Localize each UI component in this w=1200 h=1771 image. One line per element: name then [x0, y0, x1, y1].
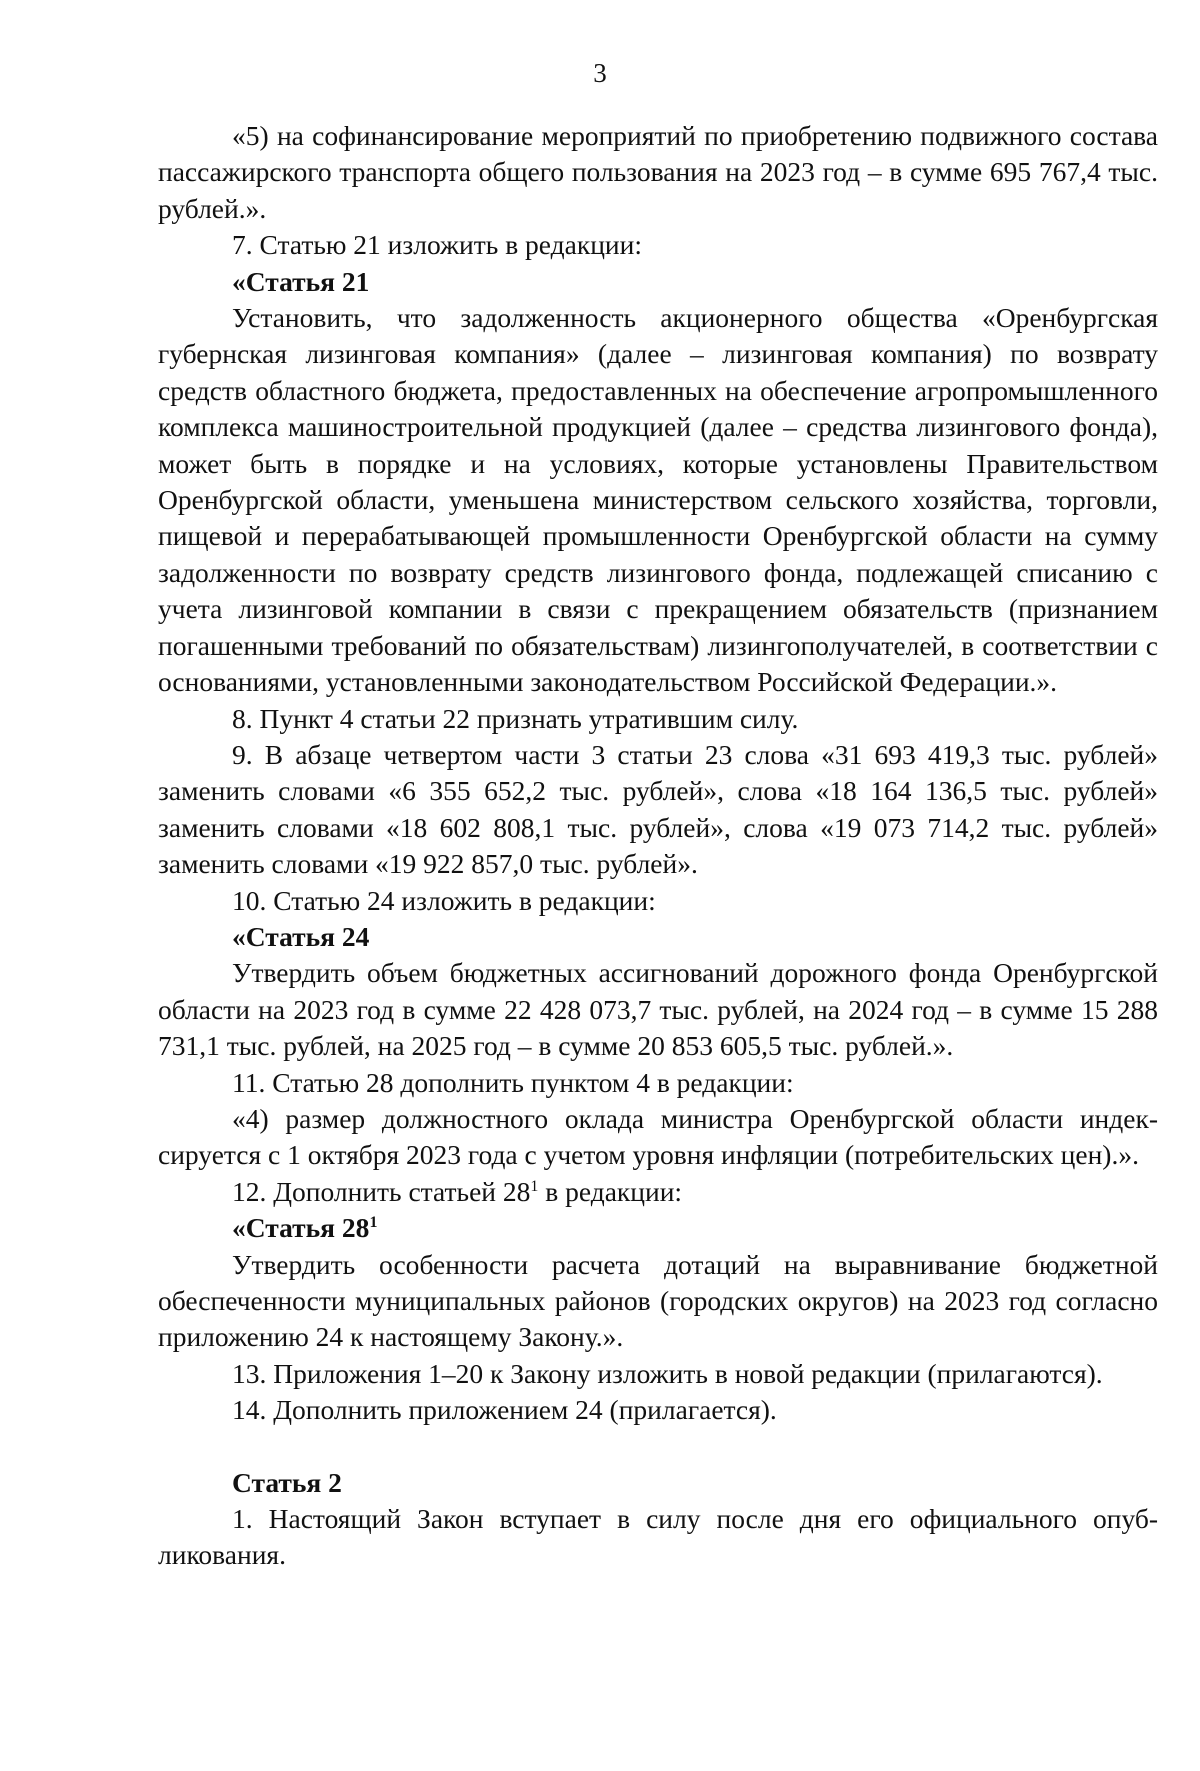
- section-spacer: [158, 1429, 1158, 1465]
- article-28-1-heading-text: «Статья 28: [232, 1212, 370, 1244]
- article-24-heading: «Статья 24: [232, 920, 370, 952]
- paragraph-amendment-11: 11. Статью 28 дополнить пунктом 4 в редакции:: [232, 1066, 794, 1098]
- article-2-heading: Статья 2: [232, 1466, 342, 1498]
- paragraph-amendment-14: 14. Дополнить приложением 24 (прилагается).: [232, 1394, 777, 1426]
- amendment-12-text-end: в редакции:: [538, 1175, 683, 1207]
- document-body: [158, 118, 1158, 1574]
- paragraph-amendment-10: 10. Статью 24 изложить в редакции:: [232, 884, 656, 916]
- amendment-12-superscript: 1: [530, 1177, 539, 1195]
- paragraph-amendment-9: 9. В абзаце четвертом части 3 статьи 23 слова «31 693 419,3 тыс. рублей» заменить словами «6 355 652,2 тыс. рублей», слова «18 164 136,5 тыс. рублей» заменить словами «18 602 808,1 тыс. рублей», слова «19 073 714,2 тыс. рублей» заменить словами «19 922 857,0 тыс. рублей».: [158, 738, 1158, 880]
- article-28-1-heading-superscript: 1: [369, 1214, 378, 1232]
- paragraph-amendment-7: 7. Статью 21 изложить в редакции:: [232, 229, 643, 261]
- article-21-text: Установить, что задолженность акционерного общества «Оренбургская губернская лизинговая компания» (далее – лизинговая компания) по возврату средств областного бюджета, предоставленных на обеспечение агропромышленного комплекса машиностроительной продукцией (далее – средства лизингового фонда), может быть в порядке и на условиях, которые установлены Правительством Оренбургской области, уменьшена министерством сельского хозяйства, торговли, пищевой и перерабатывающей промышленности Оренбургской области на сумму задолженности по возврату средств лизингового фонда, подлежащей списанию с учета лизинговой компании в связи с прекращением обязательств (признанием погашенными требований по обязательствам) лизингополучателей, в соответствии с основаниями, установленными законодательством Российской Федерации.».: [158, 302, 1158, 698]
- paragraph-amendment-13: 13. Приложения 1–20 к Закону изложить в новой редакции (прилагаются).: [232, 1357, 1103, 1389]
- article-2-text: 1. Настоящий Закон вступает в силу после дня его официального опубликования.: [158, 1503, 1158, 1571]
- paragraph-item-5: «5) на софинансирование мероприятий по приобретению подвижного состава пассажирского транспорта общего пользования на 2023 год – в сумме 695 767,4 тыс. рублей.».: [158, 120, 1158, 224]
- page-number: 3: [593, 58, 607, 88]
- amendment-12-text-start: 12. Дополнить статьей 28: [232, 1175, 531, 1207]
- article-28-point-4-text: «4) размер должностного оклада министра Оренбургской области индексируется с 1 октября 2023 года с учетом уровня инфляции (потребительских цен).».: [158, 1102, 1158, 1171]
- article-24-text: Утвердить объем бюджетных ассигнований дорожного фонда Оренбургской области на 2023 год в сумме 22 428 073,7 тыс. рублей, на 2024 год – в сумме 15 288 731,1 тыс. рублей, на 2025 год – в сумме 20 853 605,5 тыс. рублей.».: [158, 957, 1158, 1062]
- article-28-1-text: Утвердить особенности расчета дотаций на выравнивание бюджетной обеспеченности муниципальных районов (городских округов) на 2023 год согласно приложению 24 к настоящему Закону.».: [158, 1248, 1158, 1353]
- paragraph-amendment-12: [158, 1174, 1158, 1210]
- article-28-1-heading: [158, 1210, 1158, 1246]
- article-21-heading: «Статья 21: [232, 265, 370, 297]
- paragraph-amendment-8: 8. Пункт 4 статьи 22 признать утратившим силу.: [232, 702, 799, 734]
